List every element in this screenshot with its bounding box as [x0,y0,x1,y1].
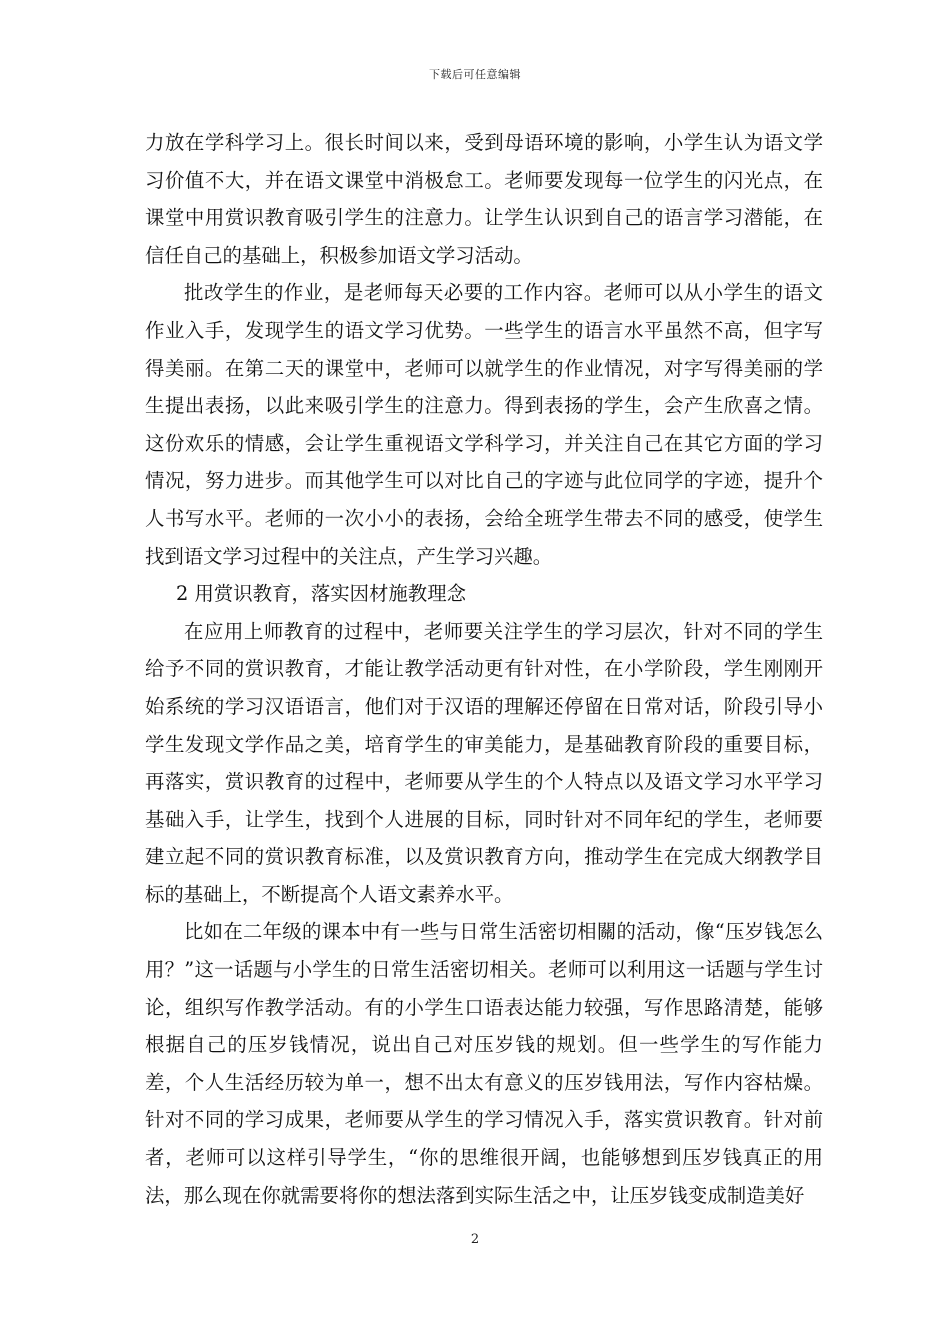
page-number: 2 [470,1232,480,1247]
section-heading: 2 用赏识教育，落实因材施教理念 [176,582,466,606]
paragraph-continuation: 力放在学科学习上。很长时间以来，受到母语环境的影响，小学生认为语文学习价值不大，并在语文课堂中消极怠工。老师要发现每一位学生的闪光点，在课堂中用赏识教育吸引学生的注意力。让学生认识到自己的语言学习潜能，在信任自己的基础上，积极参加语文学习活动。 [145,131,823,267]
paragraph-differentiated-teaching: 在应用上师教育的过程中，老师要关注学生的学习层次，针对不同的学生给予不同的赏识教育，才能让教学活动更有针对性，在小学阶段，学生刚刚开始系统的学习汉语语言，他们对于汉语的理解还停留在日常对话，阶段引导小学生发现文学作品之美，培育学生的审美能力，是基础教育阶段的重要目标，再落实，赏识教育的过程中，老师要从学生的个人特点以及语文学习水平学习基础入手，让学生，找到个人进展的目标，同时针对不同年纪的学生，老师要建立起不同的赏识教育标准，以及赏识教育方向，推动学生在完成大纲教学目标的基础上，不断提高个人语文素养水平。 [145,619,823,906]
page-header: 下载后可任意编辑 [429,68,521,81]
document-body [145,124,823,1214]
paragraph-example-lucky-money: 比如在二年级的课本中有一些与日常生活密切相關的活动，像“压岁钱怎么用？”这一话题与小学生的日常生活密切相关。老师可以利用这一话题与学生讨论，组织写作教学活动。有的小学生口语表达能力较强，写作思路清楚，能够根据自己的压岁钱情况，说出自己对压岁钱的规划。但一些学生的写作能力差，个人生活经历较为单一，想不出太有意义的压岁钱用法，写作内容枯燥。针对不同的学习成果，老师要从学生的学习情况入手，落实赏识教育。针对前者，老师可以这样引导学生，“你的思维很开阔，也能够想到压岁钱真正的用法，那么现在你就需要将你的想法落到实际生活之中，让压岁钱变成制造美好 [145,920,823,1207]
paragraph-homework-praise: 批改学生的作业，是老师每天必要的工作内容。老师可以从小学生的语文作业入手，发现学生的语文学习优势。一些学生的语言水平虽然不高，但字写得美丽。在第二天的课堂中，老师可以就学生的作业情况，对字写得美丽的学生提出表扬，以此来吸引学生的注意力。得到表扬的学生，会产生欣喜之情。这份欢乐的情感，会让学生重视语文学科学习，并关注自己在其它方面的学习情况，努力进步。而其他学生可以对比自己的字迹与此位同学的字迹，提升个人书写水平。老师的一次小小的表扬，会给全班学生带去不同的感受，使学生找到语文学习过程中的关注点，产生学习兴趣。 [145,281,823,568]
